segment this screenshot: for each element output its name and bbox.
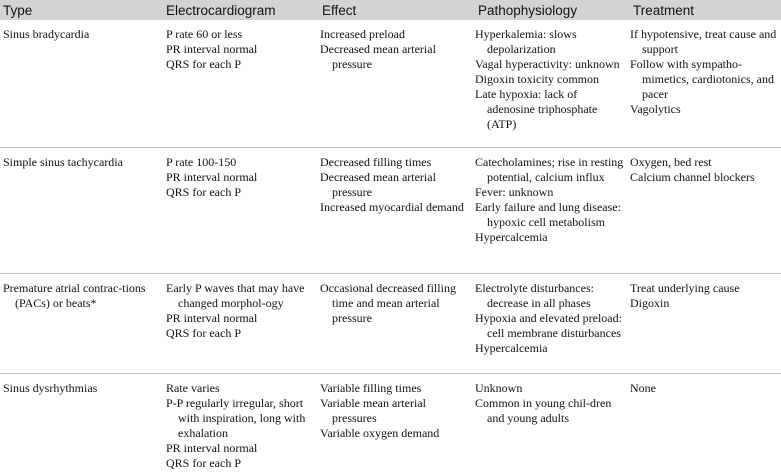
ecg-item: QRS for each P (166, 326, 241, 340)
ecg-item: PR interval normal (166, 170, 258, 184)
type-cell (0, 27, 164, 141)
effect-cell (319, 281, 475, 367)
effect-cell (319, 27, 475, 141)
header-type: Type (3, 2, 33, 18)
ecg-item: P-P regularly irregular, short with inspiration, long with exhalation (166, 396, 306, 440)
effect-item: Increased preload (320, 27, 405, 41)
treatment-item: None (630, 381, 656, 395)
treatment-item: If hypotensive, treat cause and support (630, 27, 777, 56)
ecg-item: PR interval normal (166, 441, 258, 455)
effect-item: Decreased mean arterial pressure (320, 42, 436, 71)
effect-item: Occasional decreased filling time and mean arterial pressure (320, 281, 456, 325)
type-text: Sinus dysrhythmias (3, 381, 98, 395)
treatment-cell (630, 381, 781, 471)
pathophysiology-cell (475, 381, 630, 471)
patho-item: Electrolyte disturbances: decrease in all phases (475, 281, 594, 310)
patho-item: Catecholamines; rise in resting potential, calcium influx (475, 155, 624, 184)
effect-item: Variable mean arterial pressures (320, 396, 426, 425)
treatment-cell (630, 281, 781, 367)
ecg-cell (164, 381, 319, 471)
pathophysiology-cell (475, 27, 630, 141)
table-row (0, 374, 781, 474)
ecg-item: P rate 60 or less (166, 27, 243, 41)
patho-item: Fever: unknown (475, 185, 554, 199)
type-cell (0, 281, 164, 367)
ecg-item: P rate 100-150 (166, 155, 237, 169)
type-cell (0, 155, 164, 267)
patho-item: Hypercalcemia (475, 230, 548, 244)
type-cell (0, 381, 164, 471)
patho-item: Vagal hyperactivity: unknown (475, 57, 620, 71)
table-header (0, 0, 781, 20)
ecg-item: Early P waves that may have changed morphol-ogy (166, 281, 305, 310)
header-electrocardiogram: Electrocardiogram (166, 2, 276, 18)
effect-item: Increased myocardial demand (320, 200, 464, 214)
ecg-cell (164, 155, 319, 267)
treatment-item: Vagolytics (630, 102, 681, 116)
ecg-item: PR interval normal (166, 311, 258, 325)
ecg-item: Rate varies (166, 381, 220, 395)
header-treatment: Treatment (633, 2, 695, 18)
patho-item: Unknown (475, 381, 523, 395)
treatment-cell (630, 27, 781, 141)
pathophysiology-cell (475, 155, 630, 267)
effect-item: Decreased filling times (320, 155, 432, 169)
type-text: Premature atrial contrac-tions (PACs) or beats* (3, 281, 146, 310)
table-row (0, 20, 781, 148)
ecg-item: QRS for each P (166, 456, 241, 470)
treatment-item: Treat underlying cause (630, 281, 740, 295)
effect-cell (319, 155, 475, 267)
ecg-item: QRS for each P (166, 185, 241, 199)
ecg-cell (164, 281, 319, 367)
treatment-cell (630, 155, 781, 267)
patho-item: Late hypoxia: lack of adenosine triphosphate (ATP) (475, 87, 598, 131)
treatment-item: Calcium channel blockers (630, 170, 755, 184)
ecg-item: QRS for each P (166, 57, 241, 71)
treatment-item: Oxygen, bed rest (630, 155, 712, 169)
patho-item: Hyperkalemia: slows depolarization (475, 27, 577, 56)
treatment-item: Digoxin (630, 296, 670, 310)
treatment-item: Follow with sympatho-mimetics, cardiotonics, and pacer (630, 57, 774, 101)
patho-item: Digoxin toxicity common (475, 72, 599, 86)
patho-item: Hypoxia and elevated preload: cell membrane disturbances (475, 311, 622, 340)
ecg-item: PR interval normal (166, 42, 258, 56)
table-row (0, 148, 781, 274)
patho-item: Early failure and lung disease: hypoxic cell metabolism (475, 200, 621, 229)
ecg-cell (164, 27, 319, 141)
table-row (0, 274, 781, 374)
effect-item: Decreased mean arterial pressure (320, 170, 436, 199)
effect-cell (319, 381, 475, 471)
patho-item: Common in young chil-dren and young adults (475, 396, 612, 425)
pathophysiology-cell (475, 281, 630, 367)
effect-item: Variable filling times (320, 381, 422, 395)
patho-item: Hypercalcemia (475, 341, 548, 355)
header-pathophysiology: Pathophysiology (478, 2, 578, 18)
header-effect: Effect (322, 2, 357, 18)
type-text: Simple sinus tachycardia (3, 155, 123, 169)
effect-item: Variable oxygen demand (320, 426, 440, 440)
type-text: Sinus bradycardia (3, 27, 90, 41)
